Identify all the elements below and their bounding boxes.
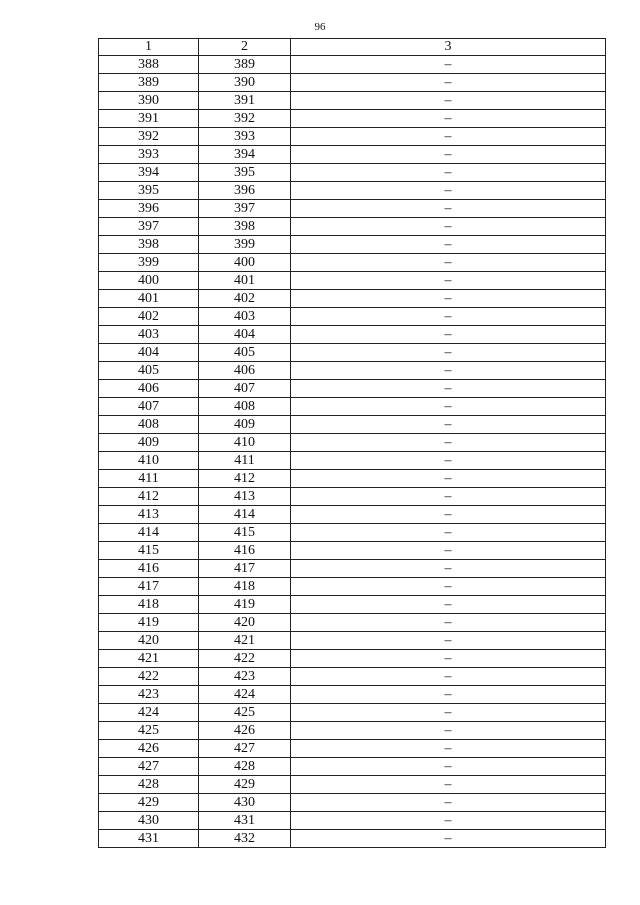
- table-cell-col-1: 415: [99, 542, 199, 560]
- table-cell-col-1: 417: [99, 578, 199, 596]
- table-cell-col-2: 415: [199, 524, 291, 542]
- table-cell-col-3: –: [291, 596, 606, 614]
- table-cell-col-3: –: [291, 722, 606, 740]
- table-cell-col-3: –: [291, 434, 606, 452]
- table-row: [99, 362, 606, 380]
- table-cell-col-1: 418: [99, 596, 199, 614]
- table-cell-col-3: –: [291, 758, 606, 776]
- table-row: [99, 560, 606, 578]
- table-row: [99, 740, 606, 758]
- table-cell-col-3: –: [291, 686, 606, 704]
- table-cell-col-2: 419: [199, 596, 291, 614]
- table-cell-col-1: 409: [99, 434, 199, 452]
- table-row: [99, 632, 606, 650]
- table-cell-col-2: 407: [199, 380, 291, 398]
- table-row: [99, 200, 606, 218]
- table-row: [99, 56, 606, 74]
- table-cell-col-2: 390: [199, 74, 291, 92]
- table-row: [99, 488, 606, 506]
- table-cell-col-1: 421: [99, 650, 199, 668]
- data-table: [98, 38, 606, 848]
- table-cell-col-2: 427: [199, 740, 291, 758]
- table-cell-col-1: 429: [99, 794, 199, 812]
- table-cell-col-3: –: [291, 272, 606, 290]
- table-cell-col-2: 414: [199, 506, 291, 524]
- table-cell-col-2: 426: [199, 722, 291, 740]
- table-cell-col-2: 416: [199, 542, 291, 560]
- table-cell-col-1: 389: [99, 74, 199, 92]
- table-cell-col-2: 420: [199, 614, 291, 632]
- table-cell-col-3: –: [291, 632, 606, 650]
- table-cell-col-2: 408: [199, 398, 291, 416]
- table-cell-col-1: 422: [99, 668, 199, 686]
- table-cell-col-1: 401: [99, 290, 199, 308]
- table-cell-col-2: 389: [199, 56, 291, 74]
- table-cell-col-3: –: [291, 308, 606, 326]
- table-cell-col-2: 412: [199, 470, 291, 488]
- table-row: [99, 812, 606, 830]
- column-header-1: 1: [99, 39, 199, 56]
- table-cell-col-1: 430: [99, 812, 199, 830]
- table-row: [99, 614, 606, 632]
- table-cell-col-1: 405: [99, 362, 199, 380]
- table-cell-col-2: 411: [199, 452, 291, 470]
- table-cell-col-1: 423: [99, 686, 199, 704]
- table-row: [99, 578, 606, 596]
- table-row: [99, 434, 606, 452]
- table-row: [99, 128, 606, 146]
- table-row: [99, 830, 606, 848]
- table-cell-col-1: 426: [99, 740, 199, 758]
- table-cell-col-3: –: [291, 812, 606, 830]
- table-cell-col-3: –: [291, 146, 606, 164]
- table-cell-col-2: 405: [199, 344, 291, 362]
- table-cell-col-1: 411: [99, 470, 199, 488]
- table-cell-col-1: 398: [99, 236, 199, 254]
- table-cell-col-3: –: [291, 560, 606, 578]
- table-cell-col-1: 410: [99, 452, 199, 470]
- table-cell-col-2: 400: [199, 254, 291, 272]
- table-cell-col-1: 406: [99, 380, 199, 398]
- table-cell-col-2: 431: [199, 812, 291, 830]
- table-cell-col-2: 391: [199, 92, 291, 110]
- table-row: [99, 254, 606, 272]
- table-cell-col-2: 422: [199, 650, 291, 668]
- table-cell-col-2: 432: [199, 830, 291, 848]
- table-cell-col-3: –: [291, 578, 606, 596]
- table-cell-col-3: –: [291, 254, 606, 272]
- table-cell-col-3: –: [291, 794, 606, 812]
- page-number: 96: [314, 21, 326, 33]
- table-row: [99, 290, 606, 308]
- table-cell-col-2: 402: [199, 290, 291, 308]
- table-cell-col-3: –: [291, 236, 606, 254]
- table-cell-col-2: 404: [199, 326, 291, 344]
- table-row: [99, 308, 606, 326]
- column-header-3: 3: [291, 39, 606, 56]
- table-cell-col-2: 421: [199, 632, 291, 650]
- table-row: [99, 722, 606, 740]
- table-cell-col-2: 395: [199, 164, 291, 182]
- table-cell-col-3: –: [291, 506, 606, 524]
- table-cell-col-2: 401: [199, 272, 291, 290]
- table-row: [99, 236, 606, 254]
- table-cell-col-3: –: [291, 830, 606, 848]
- table-cell-col-1: 393: [99, 146, 199, 164]
- table-cell-col-1: 390: [99, 92, 199, 110]
- table-cell-col-3: –: [291, 128, 606, 146]
- table-cell-col-1: 425: [99, 722, 199, 740]
- table-cell-col-1: 419: [99, 614, 199, 632]
- table-cell-col-3: –: [291, 524, 606, 542]
- table-row: [99, 668, 606, 686]
- table-cell-col-3: –: [291, 614, 606, 632]
- table-cell-col-3: –: [291, 668, 606, 686]
- table-row: [99, 686, 606, 704]
- table-cell-col-2: 430: [199, 794, 291, 812]
- table-cell-col-2: 393: [199, 128, 291, 146]
- table-cell-col-3: –: [291, 704, 606, 722]
- table-cell-col-3: –: [291, 362, 606, 380]
- table-cell-col-2: 418: [199, 578, 291, 596]
- table-cell-col-1: 408: [99, 416, 199, 434]
- table-cell-col-2: 399: [199, 236, 291, 254]
- table-cell-col-1: 400: [99, 272, 199, 290]
- table-cell-col-1: 414: [99, 524, 199, 542]
- table-cell-col-1: 407: [99, 398, 199, 416]
- table-cell-col-3: –: [291, 344, 606, 362]
- table-cell-col-1: 420: [99, 632, 199, 650]
- table-cell-col-3: –: [291, 92, 606, 110]
- table-cell-col-2: 413: [199, 488, 291, 506]
- table-cell-col-1: 399: [99, 254, 199, 272]
- table-body: [99, 56, 606, 848]
- table-cell-col-2: 425: [199, 704, 291, 722]
- table-row: [99, 344, 606, 362]
- table-header-row: [99, 39, 606, 56]
- table-row: [99, 74, 606, 92]
- table-row: [99, 776, 606, 794]
- table-cell-col-2: 410: [199, 434, 291, 452]
- table-cell-col-1: 427: [99, 758, 199, 776]
- table-cell-col-3: –: [291, 380, 606, 398]
- table-cell-col-1: 431: [99, 830, 199, 848]
- table-row: [99, 524, 606, 542]
- table-cell-col-3: –: [291, 452, 606, 470]
- table-cell-col-3: –: [291, 488, 606, 506]
- table-cell-col-3: –: [291, 776, 606, 794]
- table-cell-col-3: –: [291, 164, 606, 182]
- table-cell-col-2: 398: [199, 218, 291, 236]
- table-cell-col-1: 395: [99, 182, 199, 200]
- table-row: [99, 542, 606, 560]
- table-row: [99, 398, 606, 416]
- table-cell-col-1: 391: [99, 110, 199, 128]
- table-row: [99, 452, 606, 470]
- table-row: [99, 326, 606, 344]
- table-cell-col-1: 412: [99, 488, 199, 506]
- table-row: [99, 218, 606, 236]
- table-row: [99, 92, 606, 110]
- table-row: [99, 506, 606, 524]
- table-row: [99, 416, 606, 434]
- table-row: [99, 182, 606, 200]
- table-row: [99, 110, 606, 128]
- table-cell-col-3: –: [291, 56, 606, 74]
- table-cell-col-1: 396: [99, 200, 199, 218]
- table-row: [99, 596, 606, 614]
- table-cell-col-3: –: [291, 326, 606, 344]
- table-cell-col-1: 413: [99, 506, 199, 524]
- table-cell-col-2: 396: [199, 182, 291, 200]
- table-cell-col-2: 424: [199, 686, 291, 704]
- table-row: [99, 272, 606, 290]
- table-cell-col-1: 397: [99, 218, 199, 236]
- table-cell-col-2: 394: [199, 146, 291, 164]
- table-cell-col-3: –: [291, 290, 606, 308]
- table-cell-col-2: 417: [199, 560, 291, 578]
- table-cell-col-1: 424: [99, 704, 199, 722]
- table-cell-col-3: –: [291, 542, 606, 560]
- table-cell-col-3: –: [291, 218, 606, 236]
- table-cell-col-1: 388: [99, 56, 199, 74]
- table-cell-col-1: 403: [99, 326, 199, 344]
- table-row: [99, 704, 606, 722]
- table-cell-col-3: –: [291, 416, 606, 434]
- table-cell-col-1: 428: [99, 776, 199, 794]
- table-cell-col-2: 397: [199, 200, 291, 218]
- table-cell-col-3: –: [291, 110, 606, 128]
- table-cell-col-1: 416: [99, 560, 199, 578]
- table-row: [99, 380, 606, 398]
- table-cell-col-3: –: [291, 74, 606, 92]
- table-cell-col-1: 404: [99, 344, 199, 362]
- table-row: [99, 164, 606, 182]
- table-cell-col-3: –: [291, 740, 606, 758]
- table-cell-col-2: 428: [199, 758, 291, 776]
- table-cell-col-2: 403: [199, 308, 291, 326]
- table-row: [99, 650, 606, 668]
- table-cell-col-2: 392: [199, 110, 291, 128]
- table-cell-col-2: 429: [199, 776, 291, 794]
- table-cell-col-3: –: [291, 398, 606, 416]
- table-cell-col-2: 409: [199, 416, 291, 434]
- table-cell-col-3: –: [291, 200, 606, 218]
- table-cell-col-3: –: [291, 182, 606, 200]
- column-header-2: 2: [199, 39, 291, 56]
- table-cell-col-2: 406: [199, 362, 291, 380]
- table-cell-col-1: 392: [99, 128, 199, 146]
- table-row: [99, 470, 606, 488]
- table-cell-col-1: 402: [99, 308, 199, 326]
- table-row: [99, 146, 606, 164]
- table-cell-col-3: –: [291, 470, 606, 488]
- table-cell-col-1: 394: [99, 164, 199, 182]
- table-row: [99, 794, 606, 812]
- table-cell-col-3: –: [291, 650, 606, 668]
- table-cell-col-2: 423: [199, 668, 291, 686]
- table-row: [99, 758, 606, 776]
